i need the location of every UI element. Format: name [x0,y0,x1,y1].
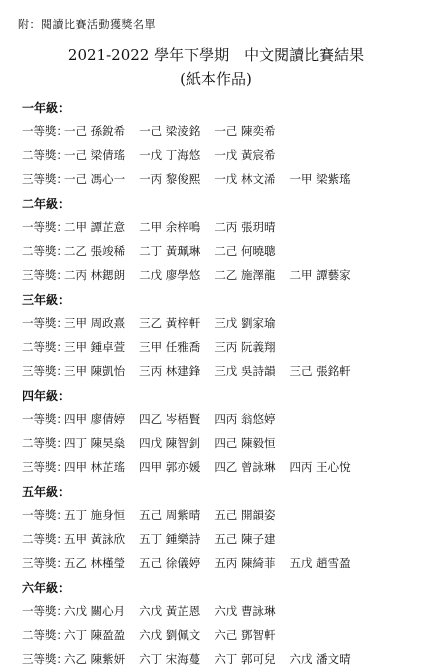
prize-label: 二等獎： [22,148,68,162]
winner-name: 四乙 曾詠琳 [214,460,276,474]
page-subtitle: (紙本作品) [180,70,252,88]
winner-name: 六戊 曹詠琳 [214,604,276,618]
prize-row [22,455,422,479]
prize-row [22,431,422,455]
winner-name: 六戊 劉佩文 [139,628,201,642]
winner-name: 一戊 黃宸希 [214,148,276,162]
winner-name: 六丁 陳盈盈 [64,628,126,642]
prize-label: 三等獎： [22,364,68,378]
winner-name: 六丁 宋海蔓 [139,652,201,666]
prize-label: 一等獎： [22,124,68,138]
prize-label: 一等獎： [22,316,68,330]
winner-name: 二甲 余梓鳴 [139,220,201,234]
prize-row [22,551,422,575]
prize-row [22,623,422,647]
winner-name: 四甲 林芷瑤 [64,460,126,474]
grade-section [22,385,422,479]
winner-name: 二乙 施澤龍 [214,268,276,282]
prize-row [22,143,422,167]
winner-name: 五甲 黃詠欣 [64,532,126,546]
winner-name: 五丁 鍾樂詩 [139,532,201,546]
grade-section [22,577,422,671]
winner-list [64,431,289,455]
winner-list [64,167,365,191]
winner-name: 五己 開韻姿 [214,508,276,522]
prize-label: 一等獎： [22,412,68,426]
prize-label: 三等獎： [22,556,68,570]
winner-name: 二乙 張竣稀 [64,244,126,258]
winner-name: 三戊 劉家瑜 [214,316,276,330]
prize-row [22,527,422,551]
grade-heading: 四年級： [22,389,71,403]
winner-list [64,407,289,431]
winner-name: 一己 陳奕希 [214,124,276,138]
winner-name: 五丙 陳綺菲 [214,556,276,570]
winner-list [64,119,289,143]
grade-heading: 六年級： [22,581,71,595]
winner-name: 六乙 陳紫妍 [64,652,126,666]
winner-name: 二丙 張玥晴 [214,220,276,234]
winner-name: 二甲 譚藝家 [289,268,351,282]
winner-name: 二戊 廖學悠 [139,268,201,282]
winner-name: 六戊 潘文晴 [289,652,351,666]
winner-name: 一己 梁倩瑤 [64,148,126,162]
prize-row [22,503,422,527]
winner-list [64,359,365,383]
prize-row [22,239,422,263]
winner-name: 二甲 譚芷意 [64,220,126,234]
prize-label: 二等獎： [22,244,68,258]
prize-row [22,335,422,359]
winner-name: 一戊 丁海悠 [139,148,201,162]
winner-list [64,143,289,167]
prize-row [22,599,422,623]
winner-name: 五己 周紫晴 [139,508,201,522]
winner-name: 四丙 翁悠婷 [214,412,276,426]
prize-row [22,647,422,671]
grade-section [22,289,422,383]
winner-list [64,335,289,359]
winner-name: 四戊 陳智釗 [139,436,201,450]
winner-list [64,647,365,671]
prize-label: 二等獎： [22,628,68,642]
winner-name: 五己 陳子建 [214,532,276,546]
winner-list [64,527,289,551]
winner-name: 三戊 吳詩韻 [214,364,276,378]
winner-name: 三丙 阮義翔 [214,340,276,354]
winner-list [64,215,289,239]
winner-name: 一戊 林文浠 [214,172,276,186]
prize-label: 二等獎： [22,340,68,354]
winner-name: 三甲 任雅喬 [139,340,201,354]
grade-section [22,481,422,575]
winner-list [64,503,289,527]
winner-name: 四丙 王心悅 [289,460,351,474]
prize-label: 一等獎： [22,508,68,522]
winner-name: 五戊 趙雪盈 [289,556,351,570]
winner-name: 五己 徐儀婷 [139,556,201,570]
prize-row [22,215,422,239]
winner-list [64,599,289,623]
grade-heading: 二年級： [22,197,71,211]
winner-name: 六己 鄧智軒 [214,628,276,642]
winner-name: 二丁 黃珮琳 [139,244,201,258]
prize-label: 三等獎： [22,268,68,282]
winner-name: 三丙 林建鋒 [139,364,201,378]
winner-list [64,623,289,647]
winner-name: 一甲 梁紫瑤 [289,172,351,186]
grade-heading: 五年級： [22,485,71,499]
winner-name: 三甲 鍾卓萱 [64,340,126,354]
page-title: 2021-2022 學年下學期 中文閱讀比賽結果 [67,46,365,64]
winner-list [64,311,289,335]
winner-name: 三甲 周政熹 [64,316,126,330]
attachment-note: 附：閱讀比賽活動獲獎名單 [18,18,156,31]
grade-heading: 一年級： [22,101,71,115]
prize-row [22,407,422,431]
prize-label: 一等獎： [22,604,68,618]
winner-list [64,263,365,287]
prize-label: 一等獎： [22,220,68,234]
grade-heading: 三年級： [22,293,71,307]
winner-name: 三己 張銘軒 [289,364,351,378]
winner-name: 四己 陳毅恒 [214,436,276,450]
results-list [22,95,422,671]
winner-name: 五乙 林槿瑩 [64,556,126,570]
winner-name: 六戊 黃芷恩 [139,604,201,618]
winner-list [64,455,365,479]
winner-list [64,551,365,575]
prize-label: 三等獎： [22,652,68,666]
prize-label: 三等獎： [22,172,68,186]
winner-name: 一丙 黎俊熙 [139,172,201,186]
winner-name: 三乙 黃梓軒 [139,316,201,330]
winner-name: 四甲 廖倩婷 [64,412,126,426]
prize-label: 三等獎： [22,460,68,474]
prize-row [22,119,422,143]
prize-label: 二等獎： [22,436,68,450]
winner-name: 二己 何曉聰 [214,244,276,258]
winner-name: 一己 梁淩銘 [139,124,201,138]
winner-name: 一己 孫銳希 [64,124,126,138]
winner-name: 六戊 關心月 [64,604,126,618]
prize-row [22,359,422,383]
prize-row [22,167,422,191]
prize-row [22,311,422,335]
winner-name: 四丁 陳昊燊 [64,436,126,450]
prize-label: 二等獎： [22,532,68,546]
grade-section [22,193,422,287]
grade-section [22,97,422,191]
prize-row [22,263,422,287]
winner-name: 六丁 郭可兒 [214,652,276,666]
winner-name: 二丙 林鍶朗 [64,268,126,282]
winner-name: 三甲 陳凱怡 [64,364,126,378]
winner-name: 四甲 郭亦媛 [139,460,201,474]
winner-name: 四乙 岑梧賢 [139,412,201,426]
winner-name: 五丁 施身恒 [64,508,126,522]
winner-name: 一己 馮心一 [64,172,126,186]
winner-list [64,239,289,263]
